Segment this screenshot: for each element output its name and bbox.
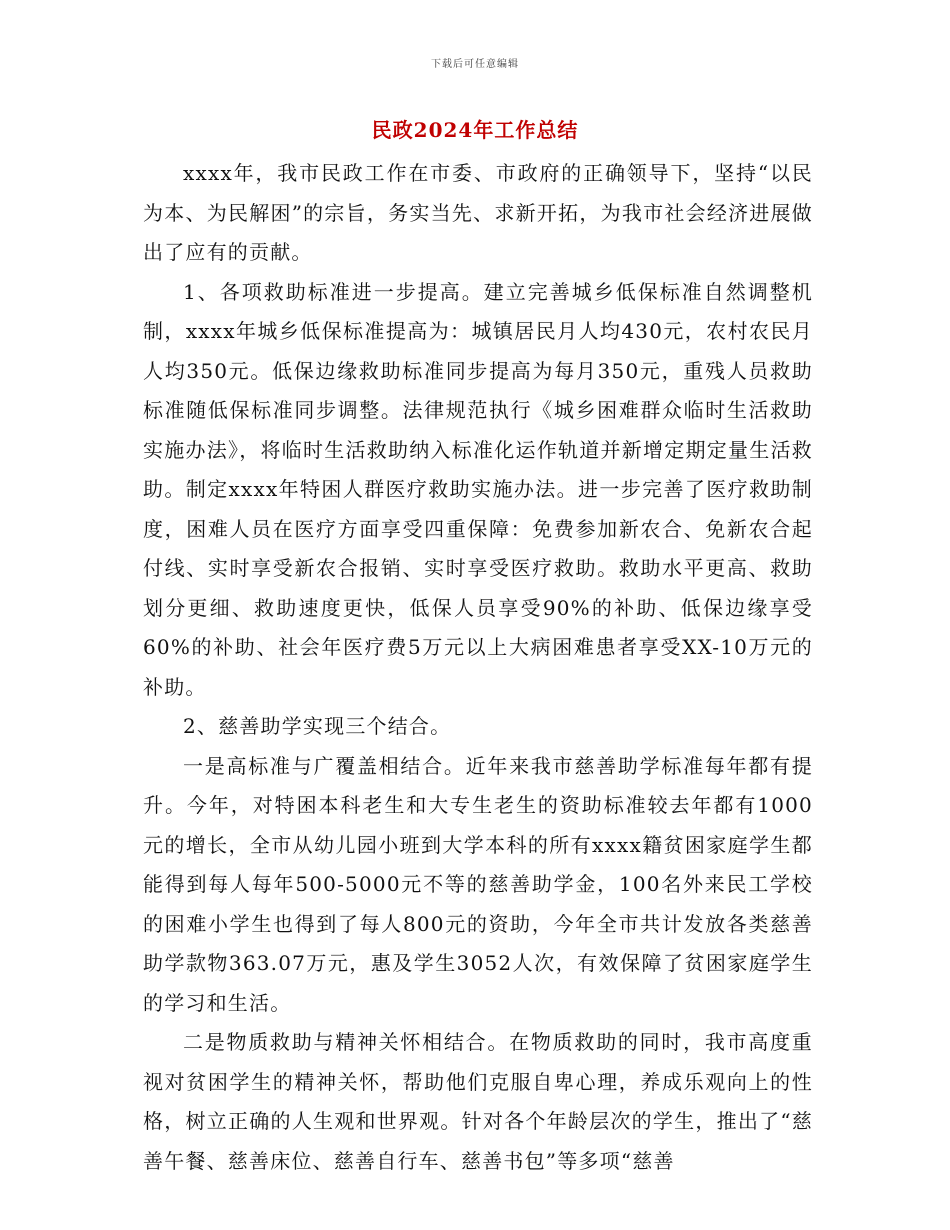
paragraph-material-spiritual: 二是物质救助与精神关怀相结合。在物质救助的同时，我市高度重视对贫困学生的精神关怀，帮助他们克服自卑心理，养成乐观向上的性格，树立正确的人生观和世界观。针对各个年龄层次的学生，推出了“慈善午餐、慈善床位、慈善自行车、慈善书包”等多项“慈善 [143, 1030, 813, 1173]
paragraph-high-standard-coverage: 一是高标准与广覆盖相结合。近年来我市慈善助学标准每年都有提升。今年，对特困本科老生和大专生老生的资助标准较去年都有1000元的增长，全市从幼儿园小班到大学本科的所有xxxx籍贫困家庭学生都能得到每人每年500-5000元不等的慈善助学金，100名外来民工学校的困难小学生也得到了每人800元的资助，今年全市共计发放各类慈善助学款物363.07万元，惠及学生3052人次，有效保障了贫困家庭学生的学习和生活。 [143, 753, 813, 1015]
header-note: 下载后可任意编辑 [431, 59, 519, 70]
paragraph-relief-standards: 1、各项救助标准进一步提高。建立完善城乡低保标准自然调整机制，xxxx年城乡低保标准提高为：城镇居民月人均430元，农村农民月人均350元。低保边缘救助标准同步提高为每月350元，重残人员救助标准随低保标准同步调整。法律规范执行《城乡困难群众临时生活救助实施办法》，将临时生活救助纳入标准化运作轨道并新增定期定量生活救助。制定xxxx年特困人群医疗救助实施办法。进一步完善了医疗救助制度，困难人员在医疗方面享受四重保障：免费参加新农合、免新农合起付线、实时享受新农合报销、实时享受医疗救助。救助水平更高、救助划分更细、救助速度更快，低保人员享受90%的补助、低保边缘享受60%的补助、社会年医疗费5万元以上大病困难患者享受XX-10万元的补助。 [143, 279, 813, 699]
document-title: 民政2024年工作总结 [371, 118, 579, 142]
paragraph-intro: xxxx年，我市民政工作在市委、市政府的正确领导下，坚持“以民为本、为民解困”的宗旨，务实当先、求新开拓，为我市社会经济进展做出了应有的贡献。 [143, 161, 813, 264]
paragraph-charity-education: 2、慈善助学实现三个结合。 [183, 714, 452, 738]
document-body [143, 154, 813, 1181]
